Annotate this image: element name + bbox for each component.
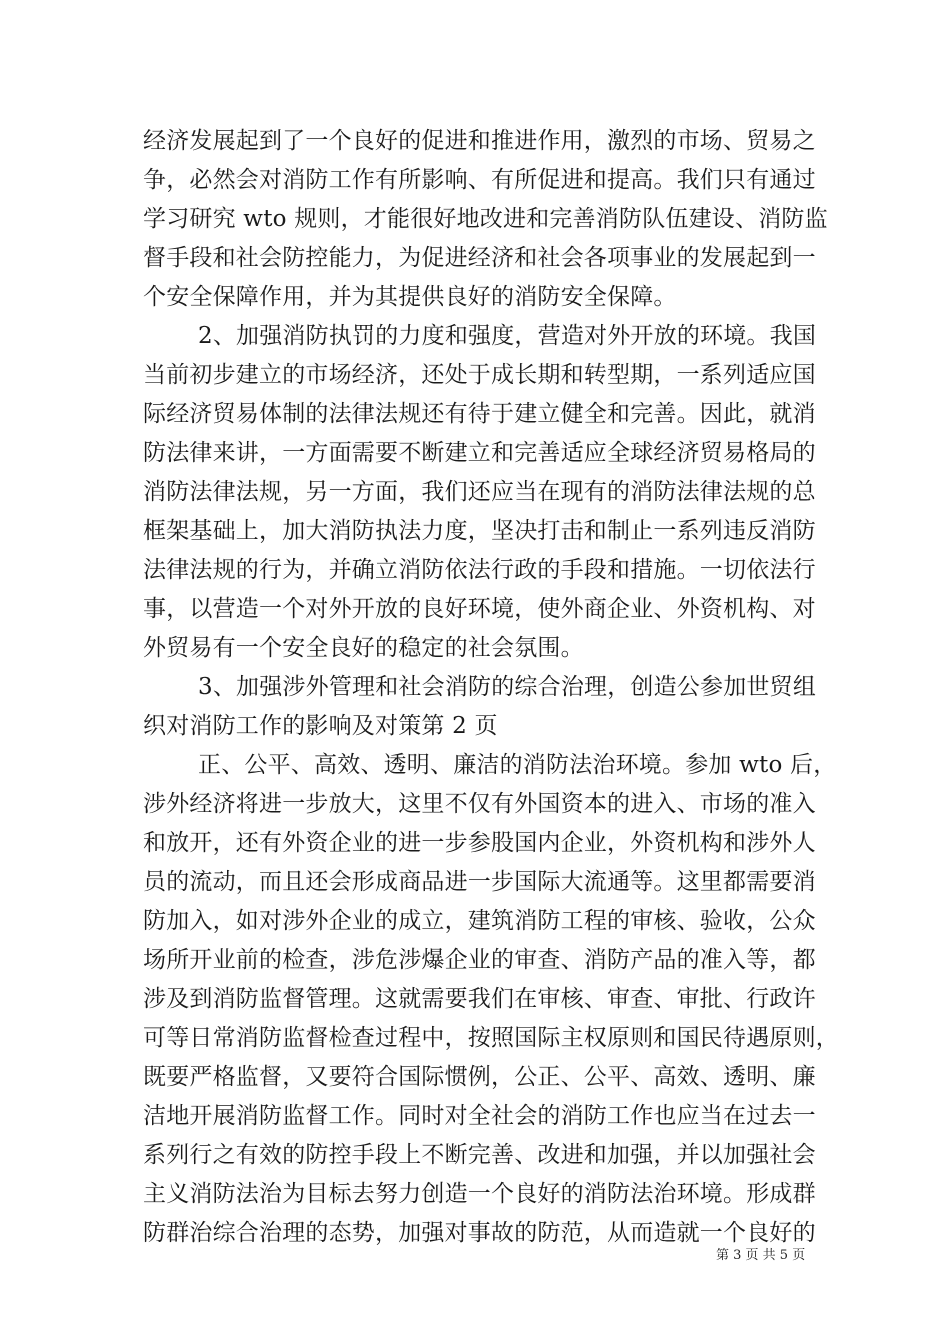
- text-line: 消防法律法规，另一方面，我们还应当在现有的消防法律法规的总: [143, 479, 816, 505]
- text-line: 员的流动，而且还会形成商品进一步国际大流通等。这里都需要消: [143, 869, 816, 895]
- text-line: 个安全保障作用，并为其提供良好的消防安全保障。: [143, 284, 677, 310]
- page-number-footer: 第 3 页 共 5 页: [716, 1248, 806, 1263]
- paragraph-start-line: 正、公平、高效、透明、廉洁的消防法治环境。参加 wto 后，: [198, 752, 837, 778]
- text-line: 当前初步建立的市场经济，还处于成长期和转型期，一系列适应国: [143, 362, 816, 388]
- text-line: 主义消防法治为目标去努力创造一个良好的消防法治环境。形成群: [143, 1181, 816, 1207]
- text-line: 织对消防工作的影响及对策第 2 页: [143, 713, 498, 739]
- text-line: 防群治综合治理的态势，加强对事故的防范，从而造就一个良好的: [143, 1220, 816, 1246]
- text-line: 场所开业前的检查，涉危涉爆企业的审查、消防产品的准入等，都: [143, 947, 816, 973]
- text-line: 框架基础上，加大消防执法力度，坚决打击和制止一系列违反消防: [143, 518, 816, 544]
- text-line: 既要严格监督，又要符合国际惯例，公正、公平、高效、透明、廉: [143, 1064, 816, 1090]
- text-line: 系列行之有效的防控手段上不断完善、改进和加强，并以加强社会: [143, 1142, 816, 1168]
- text-line: 学习研究 wto 规则，才能很好地改进和完善消防队伍建设、消防监: [143, 206, 828, 232]
- text-line: 际经济贸易体制的法律法规还有待于建立健全和完善。因此，就消: [143, 401, 816, 427]
- text-line: 可等日常消防监督检查过程中，按照国际主权原则和国民待遇原则，: [143, 1025, 839, 1051]
- text-line: 涉外经济将进一步放大，这里不仅有外国资本的进入、市场的准入: [143, 791, 816, 817]
- text-line: 洁地开展消防监督工作。同时对全社会的消防工作也应当在过去一: [143, 1103, 816, 1129]
- text-line: 外贸易有一个安全良好的稳定的社会氛围。: [143, 635, 584, 661]
- paragraph-start-line: 3、加强涉外管理和社会消防的综合治理，创造公参加世贸组: [198, 674, 817, 700]
- text-line: 督手段和社会防控能力，为促进经济和社会各项事业的发展起到一: [143, 245, 816, 271]
- text-line: 经济发展起到了一个良好的促进和推进作用，激烈的市场、贸易之: [143, 128, 816, 154]
- text-line: 和放开，还有外资企业的进一步参股国内企业，外资机构和涉外人: [143, 830, 816, 856]
- text-line: 争，必然会对消防工作有所影响、有所促进和提高。我们只有通过: [143, 167, 816, 193]
- text-line: 防加入，如对涉外企业的成立，建筑消防工程的审核、验收，公众: [143, 908, 816, 934]
- text-line: 防法律来讲，一方面需要不断建立和完善适应全球经济贸易格局的: [143, 440, 816, 466]
- text-line: 事，以营造一个对外开放的良好环境，使外商企业、外资机构、对: [143, 596, 816, 622]
- text-line: 涉及到消防监督管理。这就需要我们在审核、审查、审批、行政许: [143, 986, 816, 1012]
- text-line: 法律法规的行为，并确立消防依法行政的手段和措施。一切依法行: [143, 557, 816, 583]
- paragraph-start-line: 2、加强消防执罚的力度和强度，营造对外开放的环境。我国: [198, 323, 817, 349]
